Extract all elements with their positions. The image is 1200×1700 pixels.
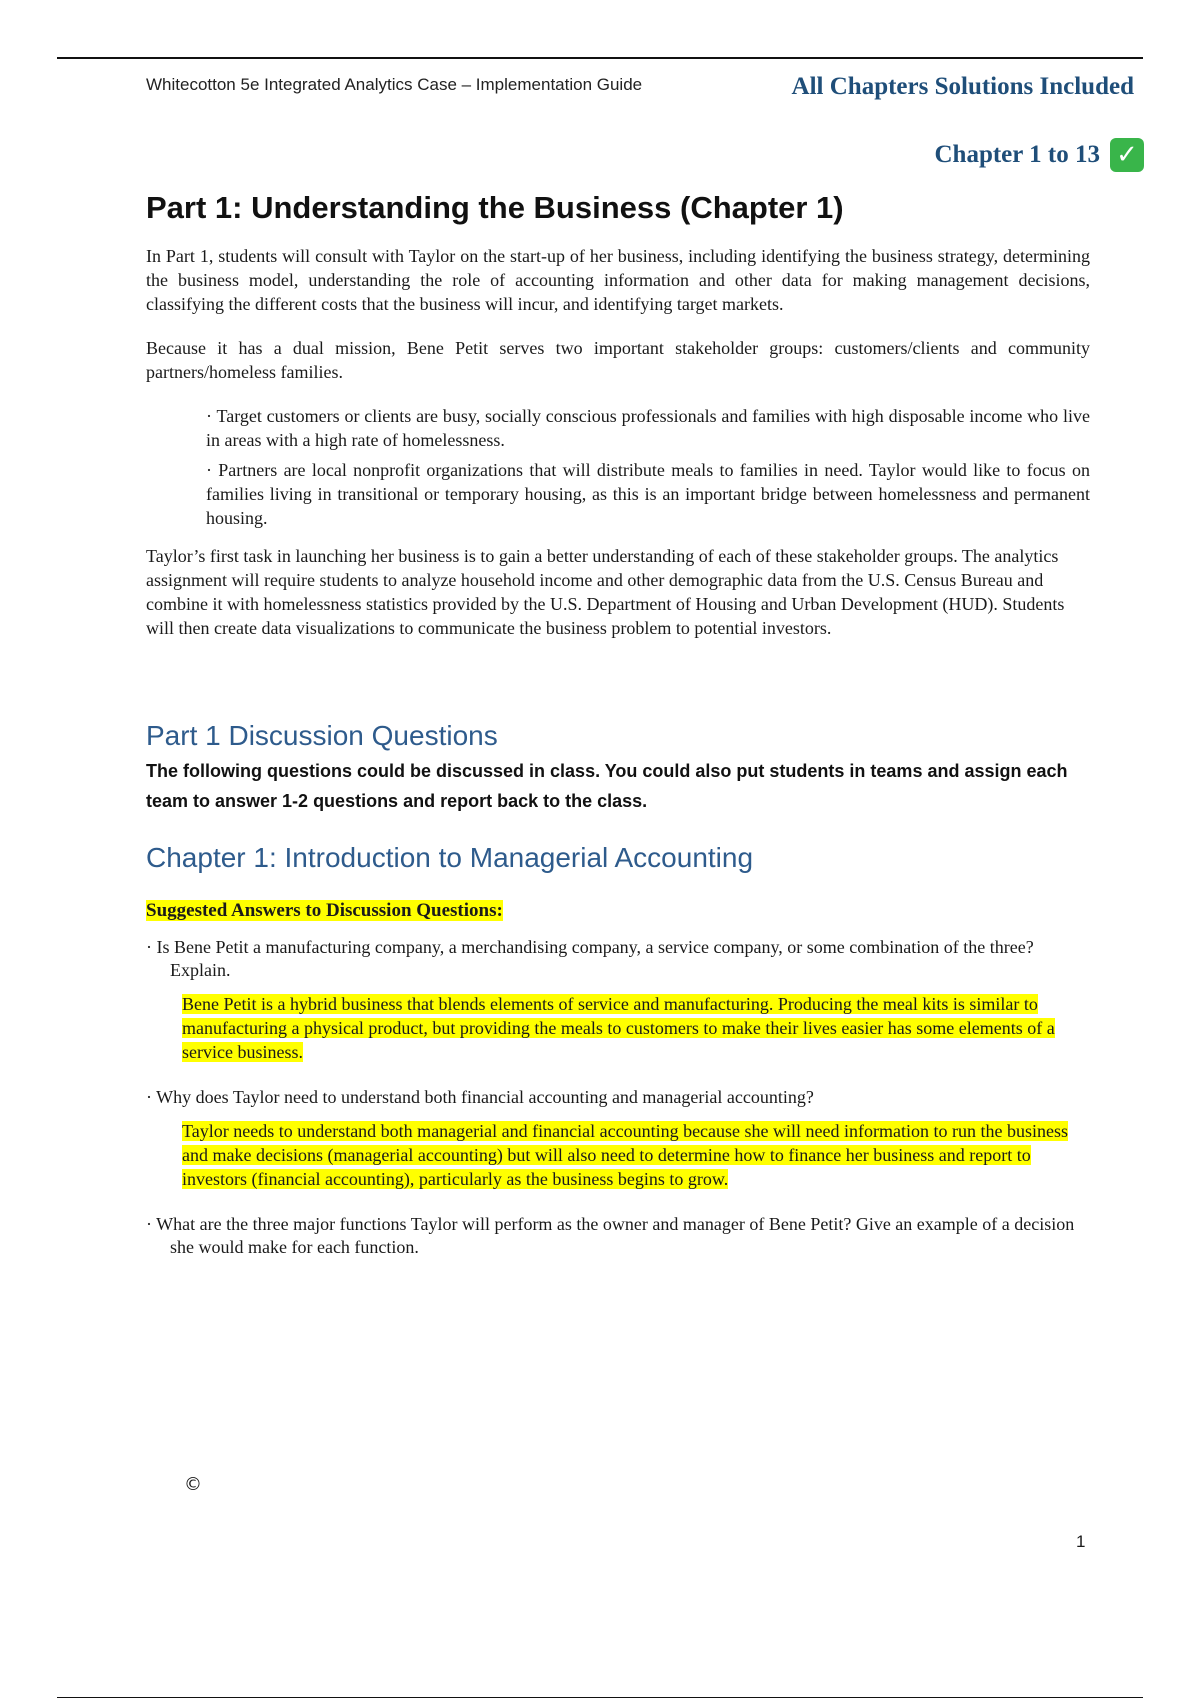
part1-heading: Part 1: Understanding the Business (Chapter 1) bbox=[146, 190, 844, 225]
answer-1 bbox=[182, 992, 1090, 1064]
stakeholder-item-partners: · Partners are local nonprofit organizations that will distribute meals to families in need. Taylor would like to focus on families living in transitional or temporary housing, as this is an important bridge between homelessness and permanent housing. bbox=[206, 460, 1090, 528]
page-number: 1 bbox=[1076, 1532, 1086, 1551]
copyright-symbol: © bbox=[184, 1474, 202, 1495]
stakeholder-list bbox=[206, 404, 1090, 530]
answer-2 bbox=[182, 1119, 1090, 1191]
discussion-intro: The following questions could be discussed in class. You could also put students in teams and assign each team to answer 1-2 questions and report back to the class. bbox=[146, 761, 1068, 811]
analytics-task-paragraph: Taylor’s first task in launching her business is to gain a better understanding of each of these stakeholder groups. The analytics assignment will require students to analyze household income and other demographic data from the U.S. Census Bureau and combine it with homelessness statistics provided by the U.S. Department of Housing and Urban Development (HUD). Students will then create data visualizations to communicate the business problem to potential investors. bbox=[146, 546, 1065, 638]
solutions-banner: All Chapters Solutions Included bbox=[791, 73, 1134, 100]
answer-2-text: Taylor needs to understand both managerial and financial accounting because she will need information to run the business and make decisions (managerial accounting) but will also need to determine how to finance her business and report to investors (financial accounting), particularly as the business begins to grow. bbox=[182, 1121, 1068, 1189]
checkmark-icon: ✓ bbox=[1110, 138, 1144, 172]
discussion-heading: Part 1 Discussion Questions bbox=[146, 720, 498, 751]
chapter-range-text: Chapter 1 to 13 bbox=[934, 141, 1100, 168]
answer-1-text: Bene Petit is a hybrid business that blends elements of service and manufacturing. Producing the meal kits is similar to manufacturing a physical product, but providing the meals to customers to make their lives easier has some elements of a service business. bbox=[182, 994, 1055, 1062]
part1-intro-paragraph: In Part 1, students will consult with Taylor on the start-up of her business, including identifying the business strategy, determining the business model, understanding the role of accounting information and other data for making management decisions, classifying the different costs that the business will incur, and identifying target markets. bbox=[146, 246, 1090, 314]
bottom-rule bbox=[57, 1697, 1143, 1698]
top-rule bbox=[57, 57, 1143, 59]
question-3: · What are the three major functions Taylor will perform as the owner and manager of Bene Petit? Give an example of a decision she would make for each function. bbox=[146, 1214, 1075, 1257]
stakeholder-paragraph: Because it has a dual mission, Bene Petit serves two important stakeholder groups: customers/clients and community partners/homeless families. bbox=[146, 338, 1090, 382]
chapter1-heading: Chapter 1: Introduction to Managerial Accounting bbox=[146, 842, 754, 873]
document-header-title: Whitecotton 5e Integrated Analytics Case – Implementation Guide bbox=[146, 75, 643, 94]
question-2: · Why does Taylor need to understand both financial accounting and managerial accounting? bbox=[146, 1087, 814, 1107]
stakeholder-item-customers: · Target customers or clients are busy, socially conscious professionals and families with high disposable income who live in areas with a high rate of homelessness. bbox=[206, 406, 1090, 450]
question-1: · Is Bene Petit a manufacturing company, a merchandising company, a service company, or some combination of the three? Explain. bbox=[146, 937, 1034, 980]
page-content bbox=[146, 190, 1090, 1259]
chapter-range-badge bbox=[934, 138, 1144, 172]
suggested-answers-label: Suggested Answers to Discussion Questions: bbox=[146, 900, 503, 921]
